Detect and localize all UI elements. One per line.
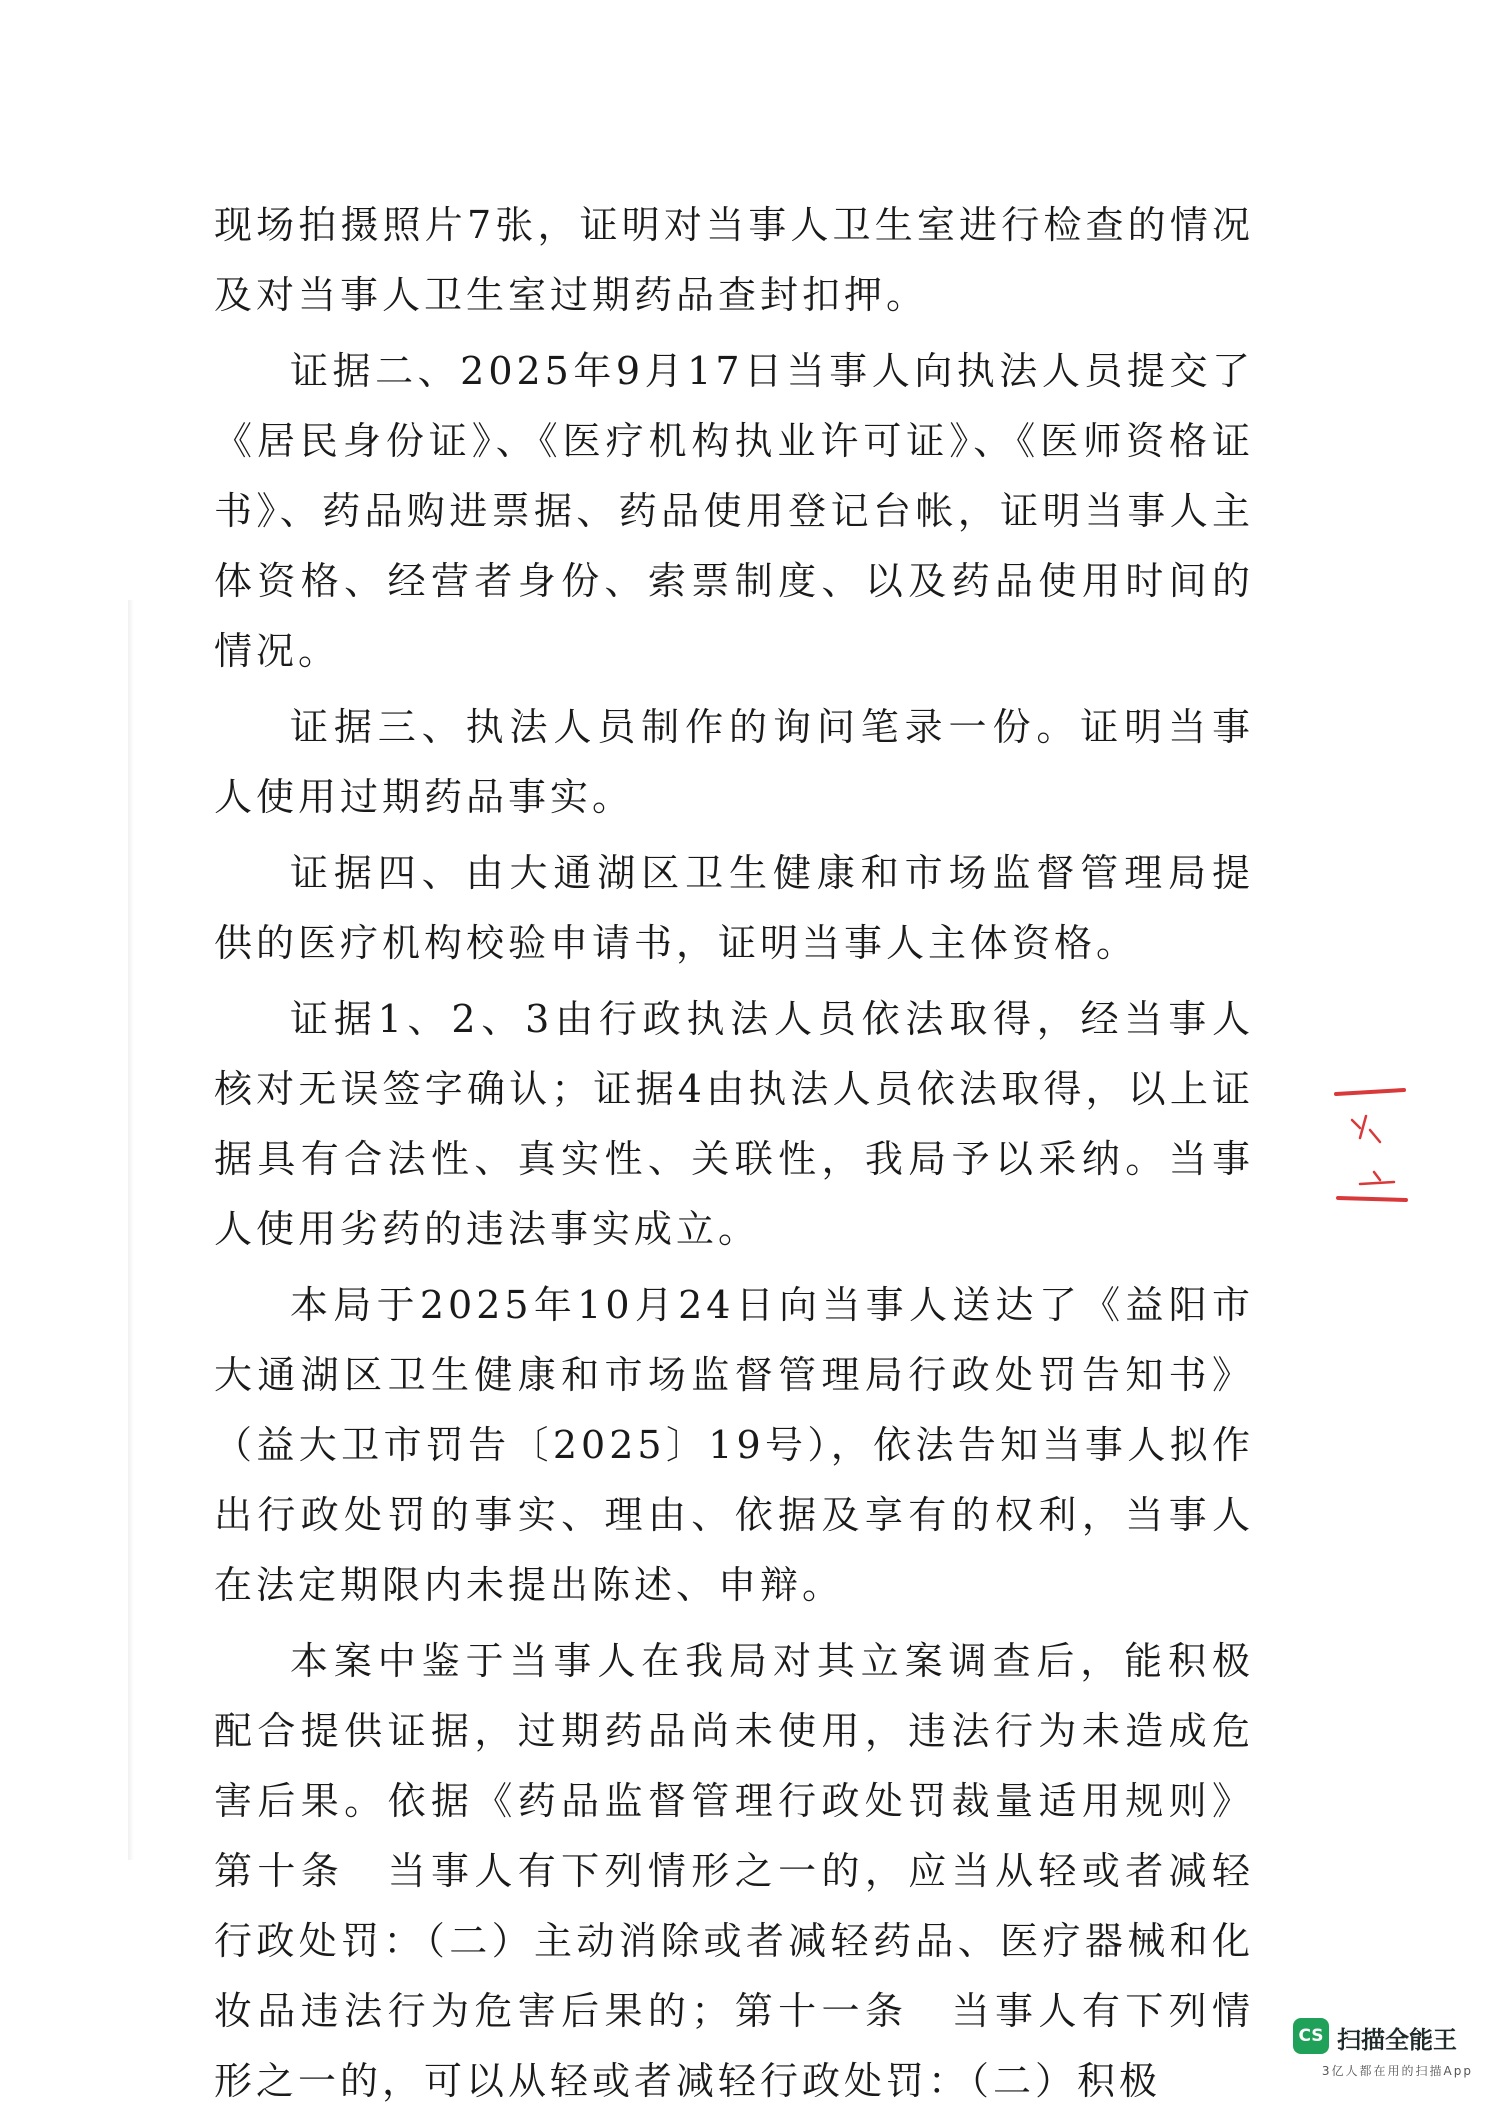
paragraph-mitigation: 本案中鉴于当事人在我局对其立案调查后，能积极配合提供证据，过期药品尚未使用，违法行为未造成危害后果。依据《药品监督管理行政处罚裁量适用规则》第十条 当事人有下列情形之一的，应当从轻或者减轻行政处罚：（二）主动消除或者减轻药品、医疗器械和化妆品违法行为危害后果的；第十一条 当事人有下列情形之一的，可以从轻或者减轻行政处罚：（二）积极 — [214, 1639, 1254, 2103]
watermark-title: 扫描全能王 — [1337, 2026, 1457, 2054]
paragraph-evidence-three: 证据三、执法人员制作的询问笔录一份。证明当事人使用过期药品事实。 — [214, 705, 1254, 819]
red-seal-fragment — [1330, 1080, 1410, 1210]
paragraph-evidence-four: 证据四、由大通湖区卫生健康和市场监督管理局提供的医疗机构校验申请书，证明当事人主体资格。 — [214, 851, 1254, 965]
paragraph-continued-evidence-one: 现场拍摄照片7张，证明对当事人卫生室进行检查的情况及对当事人卫生室过期药品查封扣押。 — [214, 203, 1254, 317]
paragraph-evidence-two: 证据二、2025年9月17日当事人向执法人员提交了《居民身份证》、《医疗机构执业许可证》、《医师资格证书》、药品购进票据、药品使用登记台帐，证明当事人主体资格、经营者身份、索票制度、以及药品使用时间的情况。 — [214, 349, 1254, 673]
scanner-app-watermark — [1293, 2018, 1473, 2080]
document-body — [214, 190, 1254, 2116]
scan-edge-shadow — [128, 600, 134, 1860]
paragraph-evidence-summary: 证据1、2、3由行政执法人员依法取得，经当事人核对无误签字确认；证据4由执法人员依法取得，以上证据具有合法性、真实性、关联性，我局予以采纳。当事人使用劣药的违法事实成立。 — [214, 997, 1254, 1251]
paragraph-notification: 本局于2025年10月24日向当事人送达了《益阳市大通湖区卫生健康和市场监督管理局行政处罚告知书》（益大卫市罚告〔2025〕19号），依法告知当事人拟作出行政处罚的事实、理由、依据及享有的权利，当事人在法定期限内未提出陈述、申辩。 — [214, 1283, 1254, 1607]
camscanner-logo-icon: CS — [1293, 2018, 1329, 2054]
watermark-subtitle: 3亿人都在用的扫描App — [1321, 2064, 1473, 2078]
